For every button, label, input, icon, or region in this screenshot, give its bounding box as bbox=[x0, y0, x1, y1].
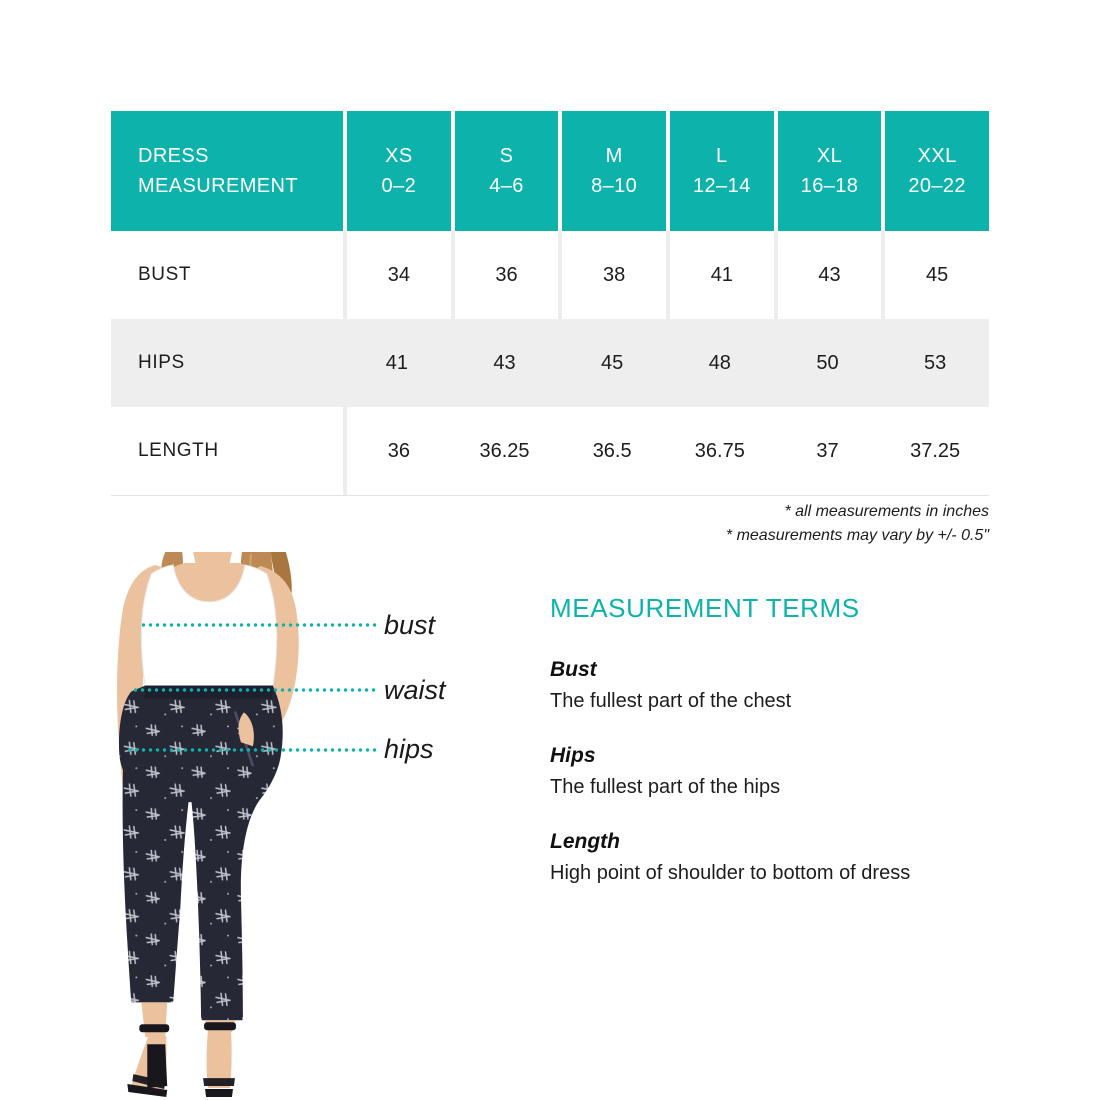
table-cell: 41 bbox=[666, 231, 774, 319]
size-code: XL bbox=[816, 145, 843, 167]
model-illustration bbox=[95, 552, 355, 1100]
table-cell: 45 bbox=[881, 231, 989, 319]
table-cell: 38 bbox=[558, 231, 666, 319]
header-dress-measurement bbox=[111, 111, 343, 231]
pants bbox=[119, 686, 283, 1021]
term-definition: The fullest part of the chest bbox=[550, 690, 792, 712]
table-cell: 43 bbox=[774, 231, 882, 319]
row-label: HIPS bbox=[138, 352, 185, 373]
table-cell: 36.25 bbox=[479, 439, 530, 462]
size-code: XS bbox=[385, 145, 413, 167]
table-row-bust bbox=[111, 231, 989, 319]
footnote-tolerance: * measurements may vary by +/- 0.5" bbox=[725, 527, 989, 544]
table-cell: 36.75 bbox=[694, 439, 745, 462]
term-bust bbox=[550, 657, 1020, 714]
size-code: M bbox=[605, 145, 623, 167]
table-row-length bbox=[111, 407, 989, 496]
bust-line-label: bust bbox=[384, 610, 436, 640]
table-cell: 45 bbox=[601, 351, 624, 374]
size-chart-table bbox=[111, 111, 989, 496]
table-cell: 43 bbox=[493, 351, 516, 374]
table-cell: 37.25 bbox=[910, 439, 961, 462]
hips-line-label: hips bbox=[384, 734, 434, 764]
size-range: 16–18 bbox=[800, 175, 859, 197]
size-range: 4–6 bbox=[489, 175, 524, 197]
size-code: XXL bbox=[917, 145, 957, 167]
column-header-xl bbox=[774, 111, 882, 231]
header-label-line1: DRESS bbox=[138, 145, 209, 167]
table-header-row bbox=[111, 111, 989, 231]
table-cell: 37 bbox=[816, 439, 839, 462]
table-cell: 34 bbox=[343, 231, 451, 319]
size-range: 8–10 bbox=[591, 175, 638, 197]
table-cell: 50 bbox=[816, 351, 839, 374]
size-range: 12–14 bbox=[693, 175, 751, 197]
row-label: LENGTH bbox=[138, 440, 219, 461]
footnotes bbox=[726, 500, 989, 548]
term-hips bbox=[550, 743, 1020, 800]
size-range: 0–2 bbox=[381, 175, 417, 197]
row-label: BUST bbox=[138, 264, 192, 285]
table-row-hips bbox=[111, 319, 989, 407]
bust-measurement-line bbox=[140, 623, 378, 627]
size-code: L bbox=[716, 145, 728, 167]
hips-measurement-line bbox=[126, 748, 378, 752]
term-name: Length bbox=[550, 830, 620, 853]
measurement-terms-heading: MEASUREMENT TERMS bbox=[550, 593, 860, 623]
column-header-m bbox=[558, 111, 666, 231]
waist-line-label: waist bbox=[384, 675, 446, 705]
table-cell: 36 bbox=[343, 407, 451, 495]
table-cell: 53 bbox=[924, 351, 947, 374]
measurement-terms-section bbox=[550, 593, 1020, 886]
column-header-xs bbox=[343, 111, 451, 231]
size-code: S bbox=[499, 145, 514, 167]
waist-measurement-line bbox=[132, 688, 378, 692]
footnote-units: * all measurements in inches bbox=[784, 503, 989, 520]
term-name: Hips bbox=[550, 744, 596, 767]
term-length bbox=[550, 829, 1020, 886]
model-photo bbox=[95, 552, 355, 1100]
term-definition: High point of shoulder to bottom of dress bbox=[550, 862, 911, 884]
term-definition: The fullest part of the hips bbox=[550, 776, 781, 798]
table-cell: 36.5 bbox=[592, 439, 632, 462]
column-header-l bbox=[666, 111, 774, 231]
size-range: 20–22 bbox=[908, 175, 966, 197]
column-header-s bbox=[451, 111, 559, 231]
column-header-xxl bbox=[881, 111, 989, 231]
term-name: Bust bbox=[550, 658, 597, 681]
header-label-line2: MEASUREMENT bbox=[138, 175, 298, 197]
table-cell: 36 bbox=[451, 231, 559, 319]
table-cell: 48 bbox=[708, 351, 731, 374]
table-cell: 41 bbox=[385, 351, 408, 374]
